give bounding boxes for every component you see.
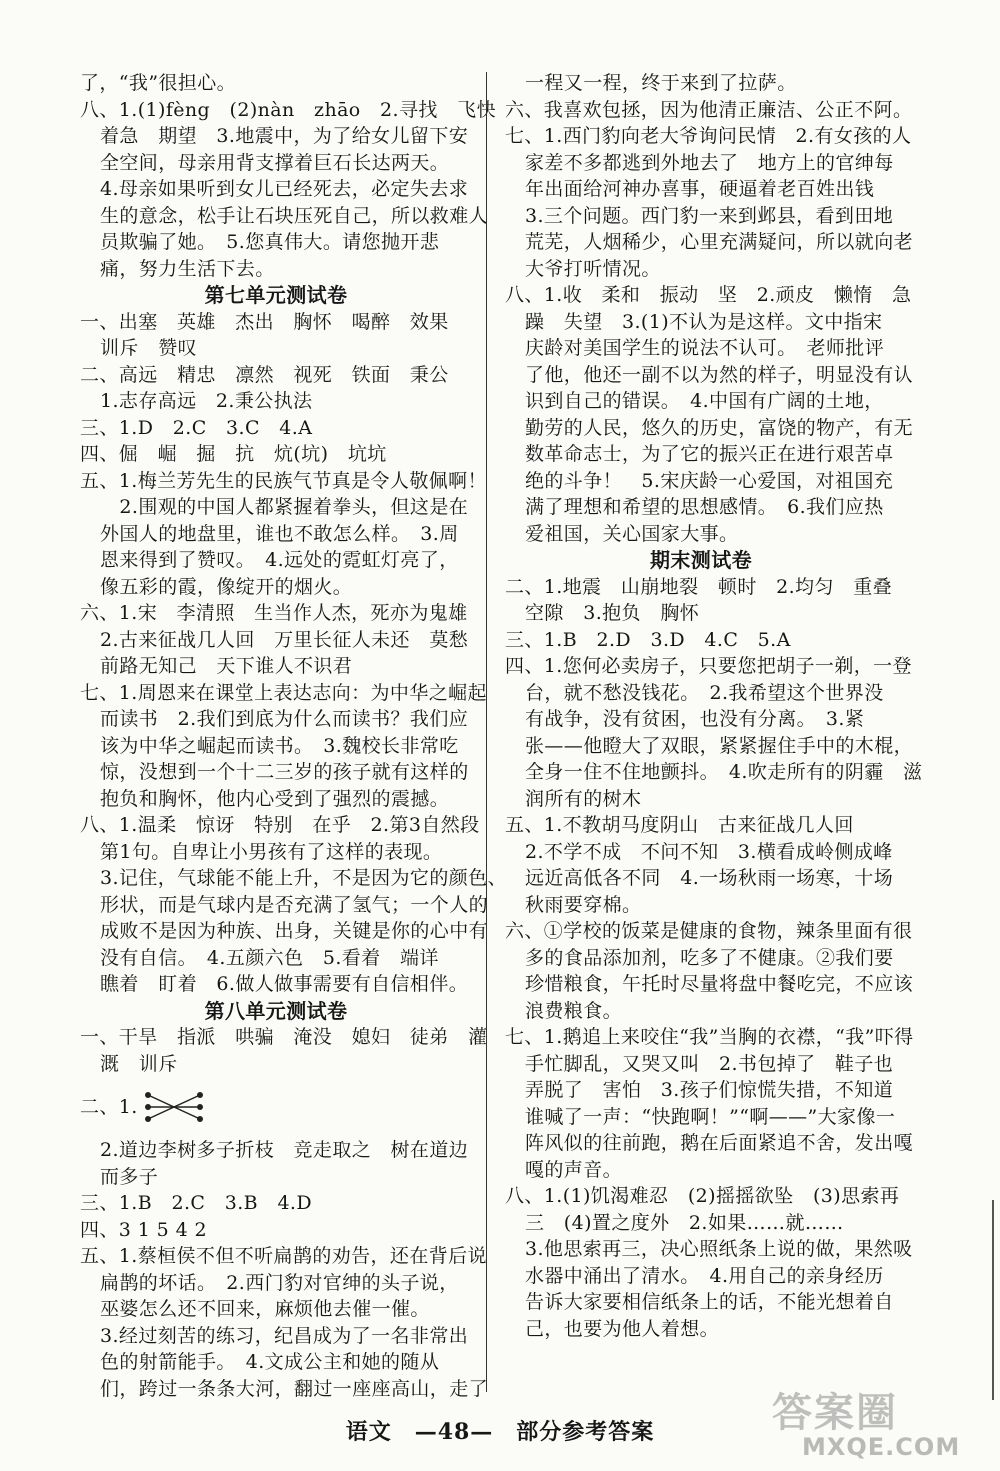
- answer-line: 阵风似的往前跑，鹅在后面紧追不舍，发出嘎: [525, 1132, 914, 1154]
- answer-line: 年出面给河神办喜事，硬逼着老百姓出钱: [525, 178, 875, 200]
- answer-line: 庆龄对美国学生的说法不认可。 老师批评: [525, 337, 885, 359]
- matching-question: [80, 1077, 472, 1137]
- answer-line: 生的意念，松手让石块压死自己，所以救难人: [100, 204, 489, 227]
- answer-line: 台，就不愁没钱花。 2.我希望这个世界没: [525, 681, 884, 704]
- answer-line: 巫婆怎么还不回来，麻烦他去催一催。: [100, 1298, 430, 1320]
- page-edge-line: [992, 1200, 994, 1400]
- answer-line: 们，跨过一条条大河，翻过一座座高山，走了: [100, 1377, 489, 1400]
- answer-line: 外国人的地盘里，谁也不敢怎么样。 3.周: [100, 522, 459, 545]
- answer-line: 润所有的树木: [525, 787, 642, 810]
- answer-line: 四、倔 崛 掘 抗 炕(坑) 坑坑: [80, 443, 387, 465]
- answer-line: 珍惜粮食，午托时尽量将盘中餐吃完，不应该: [525, 973, 914, 995]
- answer-line: 3.记住，气球能不能上升，不是因为它的颜色、: [100, 867, 507, 889]
- answer-line: 三、1.B 2.D 3.D 4.C 5.A: [505, 628, 791, 651]
- answer-line: 形状，而是气球内是否充满了氢气；一个人的: [100, 893, 489, 916]
- matching-lines-diagram: [142, 1087, 206, 1127]
- answer-line: 嘎的声音。: [525, 1158, 623, 1181]
- answer-line: 浪费粮食。: [525, 999, 623, 1022]
- answer-line: 而读书 2.我们到底为什么而读书？我们应: [100, 708, 469, 730]
- right-column: [505, 70, 923, 1342]
- answer-line: 四、3 1 5 4 2: [80, 1218, 208, 1241]
- answer-line: 而多子: [100, 1165, 159, 1188]
- answer-line: 第1句。自卑让小男孩有了这样的表现。: [100, 840, 443, 863]
- answer-line: 满了理想和希望的思想感情。 6.我们应热: [525, 496, 884, 518]
- answer-line: 瞧着 盯着 6.做人做事需要有自信相伴。: [100, 973, 469, 995]
- answer-line: 手忙脚乱，又哭又叫 2.书包掉了 鞋子也: [525, 1052, 894, 1075]
- answer-line: 没有自信。 4.五颜六色 5.看着 端详: [100, 946, 439, 969]
- answer-line: 勤劳的人民，悠久的历史，富饶的物产，有无: [525, 416, 914, 439]
- answer-line: 二、高远 精忠 凛然 视死 铁面 秉公: [80, 363, 449, 386]
- answer-line: 四、1.您何必卖房子，只要您把胡子一剃，一登: [505, 655, 912, 677]
- answer-line: 家差不多都逃到外地去了 地方上的官绅每: [525, 151, 894, 174]
- watermark-top: 答案圈: [772, 1390, 898, 1436]
- answer-line: 员欺骗了她。 5.您真伟大。请您抛开悲: [100, 231, 440, 253]
- answer-line: 八、1.温柔 惊讶 特别 在乎 2.第3自然段: [80, 814, 480, 836]
- section-title: 第七单元测试卷: [204, 283, 348, 307]
- answer-line: 全空间，母亲用背支撑着巨石长达两天。: [100, 151, 450, 174]
- answer-line: 识到自己的错误。 4.中国有广阔的土地，: [525, 390, 884, 412]
- answer-line: 前路无知己 天下谁人不识君: [100, 655, 353, 677]
- answer-line: 绝的斗争！ 5.宋庆龄一心爱国，对祖国充: [525, 469, 894, 492]
- answer-line: 2.围观的中国人都紧握着拳头，但这是在: [100, 496, 469, 518]
- answer-line: 一、出塞 英雄 杰出 胸怀 喝醉 效果: [80, 310, 449, 333]
- answer-line: 八、1.(1)饥渴难忍 (2)摇摇欲坠 (3)思索再: [505, 1185, 900, 1207]
- answer-line: 2.古来征战几人回 万里长征人未还 莫愁: [100, 628, 469, 651]
- column-divider: [486, 72, 487, 1392]
- answer-line: 恩来得到了赞叹。 4.远处的霓虹灯亮了，: [100, 549, 459, 571]
- answer-line: 训斥 赞叹: [100, 337, 198, 359]
- answer-line: 水器中涌出了清水。 4.用自己的亲身经历: [525, 1264, 884, 1287]
- watermark-logo: [772, 1392, 992, 1466]
- answer-line: 空隙 3.抱负 胸怀: [525, 602, 700, 624]
- answer-line: 一程又一程，终于来到了拉萨。: [525, 72, 797, 94]
- answer-line: 抱负和胸怀，他内心受到了强烈的震撼。: [100, 787, 450, 810]
- answer-line: 二、1.地震 山崩地裂 顿时 2.均匀 重叠: [505, 575, 893, 598]
- answer-line: 大爷打听情况。: [525, 257, 661, 280]
- answer-line: 痛，努力生活下去。: [100, 257, 275, 280]
- answer-line: 三、1.B 2.C 3.B 4.D: [80, 1192, 313, 1214]
- answer-line: 张——他瞪大了双眼，紧紧握住手中的木棍，: [525, 734, 914, 757]
- answer-line: 七、1.鹅追上来咬住“我”当胸的衣襟，“我”吓得: [505, 1026, 914, 1048]
- section-title: 期末测试卷: [650, 548, 752, 572]
- section-title: 第八单元测试卷: [204, 998, 348, 1023]
- answer-line: 七、1.西门豹向老大爷询问民情 2.有女孩的人: [505, 125, 912, 147]
- answer-line: 3.三个问题。西门豹一来到邺县，看到田地: [525, 204, 894, 227]
- answer-line: 五、1.不教胡马度阴山 古来征战几人回: [505, 814, 854, 836]
- answer-line: 1.志存高远 2.秉公执法: [100, 390, 313, 412]
- watermark-bottom: MXQE.COM: [802, 1433, 961, 1461]
- answer-line: 溉 训斥: [100, 1052, 178, 1075]
- answer-line: 2.不学不成 不问不知 3.横看成岭侧成峰: [525, 840, 893, 863]
- answer-line: 4.母亲如果听到女儿已经死去，必定失去求: [100, 178, 469, 200]
- answer-line: 一、干旱 指派 哄骗 淹没 媳妇 徒弟 灌: [80, 1026, 488, 1048]
- answer-line: 弄脱了 害怕 3.孩子们惊慌失措，不知道: [525, 1079, 894, 1101]
- answer-line: 爱祖国，关心国家大事。: [525, 522, 739, 545]
- answer-line: 成败不是因为种族、出身，关键是你的心中有: [100, 920, 489, 942]
- answer-line: 2.道边李树多子折枝 竞走取之 树在道边: [100, 1139, 469, 1161]
- answer-line: 三、1.D 2.C 3.C 4.A: [80, 416, 313, 439]
- answer-line: 着急 期望 3.地震中，为了给女儿留下安: [100, 125, 469, 147]
- answer-line: 扁鹊的坏话。 2.西门豹对官绅的头子说，: [100, 1271, 459, 1294]
- answer-line: 色的射箭能手。 4.文成公主和她的随从: [100, 1351, 440, 1373]
- answer-line: 五、1.蔡桓侯不但不听扁鹊的劝告，还在背后说: [80, 1245, 487, 1267]
- answer-line: 秋雨要穿棉。: [525, 893, 642, 916]
- answer-line: 像五彩的霞，像绽开的烟火。: [100, 575, 353, 598]
- answer-line: 六、①学校的饭菜是健康的食物，辣条里面有很: [505, 920, 913, 942]
- left-column: [80, 70, 507, 1402]
- answer-line: 六、1.宋 李清照 生当作人杰，死亦为鬼雄: [80, 602, 468, 624]
- answer-line: 有战争，没有贫困，也没有分离。 3.紧: [525, 708, 865, 730]
- answer-line: 全身一住不住地颤抖。 4.吹走所有的阴霾 滋: [525, 761, 923, 783]
- answer-line: 多的食品添加剂，吃多了不健康。②我们要: [525, 946, 894, 969]
- answer-line: 躁 失望 3.(1)不认为是这样。文中指宋: [525, 310, 883, 333]
- answer-line: 告诉大家要相信纸条上的话，不能光想着自: [525, 1291, 894, 1313]
- answer-line: 惊，没想到一个十二三岁的孩子就有这样的: [100, 761, 469, 783]
- page-footer: 语文 —48— 部分参考答案: [345, 1419, 655, 1445]
- answer-line: 数革命志士，为了它的振兴正在进行艰苦卓: [525, 443, 894, 465]
- answer-line: 七、1.周恩来在课堂上表达志向：为中华之崛起: [80, 681, 487, 704]
- answer-line: 远近高低各不同 4.一场秋雨一场寒，十场: [525, 867, 894, 889]
- answer-line: 八、1.(1)fèng (2)nàn zhāo 2.寻找 飞快: [80, 98, 496, 121]
- answer-line: 三 (4)置之度外 2.如果……就……: [525, 1211, 844, 1234]
- answer-line: 五、1.梅兰芳先生的民族气节真是令人敬佩啊！: [80, 469, 487, 492]
- answer-line: 荒芜，人烟稀少，心里充满疑问，所以就向老: [525, 231, 914, 253]
- matching-label: 二、1.: [80, 1095, 138, 1118]
- answer-line: 该为中华之崛起而读书。 3.魏校长非常吃: [100, 734, 459, 757]
- answer-line: 了，“我”很担心。: [80, 72, 237, 94]
- answer-line: 八、1.收 柔和 振动 坚 2.顽皮 懒惰 急: [505, 284, 912, 306]
- answer-line: 3.经过刻苦的练习，纪昌成为了一名非常出: [100, 1324, 469, 1347]
- answer-line: 六、我喜欢包拯，因为他清正廉洁、公正不阿。: [505, 98, 913, 121]
- answer-line: 己，也要为他人着想。: [525, 1317, 720, 1340]
- answer-line: 了他，他还一副不以为然的样子，明显没有认: [525, 363, 914, 386]
- answer-line: 3.他思索再三，决心照纸条上说的做，果然吸: [525, 1238, 913, 1260]
- answer-line: 谁喊了一声：“快跑啊！”“啊——”大家像一: [525, 1105, 896, 1128]
